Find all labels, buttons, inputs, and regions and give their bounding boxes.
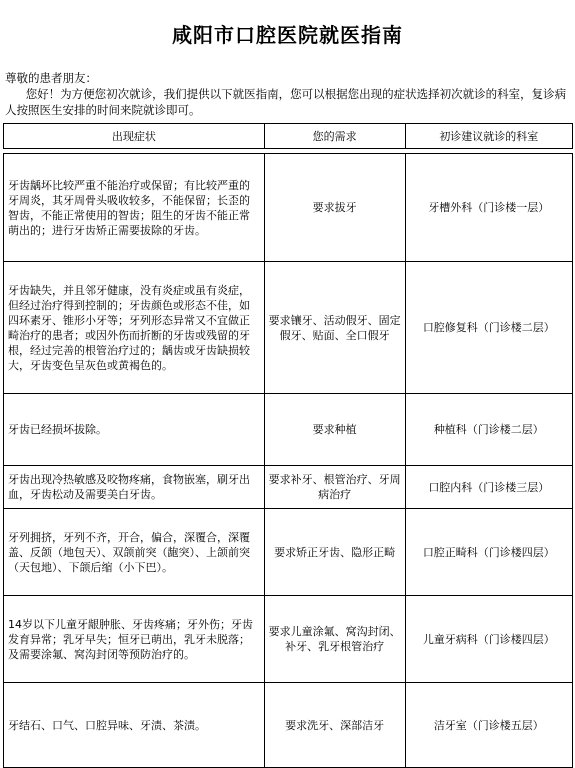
need-cell: 要求洗牙、深部洁牙 [264, 683, 405, 768]
department-cell: 种植科（门诊楼二层） [405, 394, 572, 466]
symptom-cell: 牙列拥挤，牙列不齐，开合，偏合，深覆合，深覆盖、反颌（地包天）、双颌前突（龅突）、上颌前突（天包地）、下颌后缩（小下巴）。 [4, 509, 265, 596]
department-cell: 口腔修复科（门诊楼二层） [405, 262, 572, 394]
need-cell: 要求补牙、根管治疗、牙周病治疗 [264, 466, 405, 509]
page-title: 咸阳市口腔医院就医指南 [172, 22, 403, 47]
department-cell: 儿童牙病科（门诊楼四层） [405, 596, 572, 683]
need-cell: 要求矫正牙齿、隐形正畸 [264, 509, 405, 596]
department-cell: 牙槽外科（门诊楼一层） [405, 154, 572, 262]
table-header-row [4, 124, 573, 149]
header-symptom: 出现症状 [4, 124, 265, 149]
table-row [4, 394, 573, 466]
need-cell: 要求拔牙 [264, 154, 405, 262]
header-need: 您的需求 [264, 124, 405, 149]
symptom-cell: 14岁以下儿童牙龈肿胀、牙齿疼痛；牙外伤；牙齿发育异常；乳牙早失；恒牙已萌出，乳牙未脱落；及需要涂氟、窝沟封闭等预防治疗的。 [4, 596, 265, 683]
table-row [4, 154, 573, 262]
symptom-cell: 牙齿已经损坏拔除。 [4, 394, 265, 466]
department-cell: 洁牙室（门诊楼五层） [405, 683, 572, 768]
table-row [4, 466, 573, 509]
table-row [4, 262, 573, 394]
table-row [4, 596, 573, 683]
symptom-cell: 牙齿龋坏比较严重不能治疗或保留；有比较严重的牙周炎，其牙周骨头吸收较多，不能保留；长歪的智齿，不能正常使用的智齿；阻生的牙齿不能正常萌出的；进行牙齿矫正需要拔除的牙齿。 [4, 154, 265, 262]
intro-paragraph: 您好！为方便您初次就诊，我们提供以下就医指南，您可以根据您出现的症状选择初次就诊的科室，复诊病人按照医生安排的时间来院就诊即可。 [5, 87, 567, 117]
need-cell: 要求镶牙、活动假牙、固定假牙、贴面、全口假牙 [264, 262, 405, 394]
need-cell: 要求儿童涂氟、窝沟封闭、补牙、乳牙根管治疗 [264, 596, 405, 683]
header-department: 初诊建议就诊的科室 [405, 124, 572, 149]
symptom-cell: 牙齿出现冷热敏感及咬物疼痛，食物嵌塞，刷牙出血，牙齿松动及需要美白牙齿。 [4, 466, 265, 509]
symptom-cell: 牙齿缺失，并且邻牙健康，没有炎症或虽有炎症，但经过治疗得到控制的；牙齿颜色或形态不佳，如四环素牙、锥形小牙等；牙列形态异常又不宜做正畸治疗的患者；或因外伤而折断的牙齿或残留的牙根，经过完善的根管治疗过的；龋齿或牙齿缺损较大，牙齿变色呈灰色或黄褐色的。 [4, 262, 265, 394]
guide-table [3, 123, 573, 768]
need-cell: 要求种植 [264, 394, 405, 466]
table-row [4, 683, 573, 768]
department-cell: 口腔内科（门诊楼三层） [405, 466, 572, 509]
table-row [4, 509, 573, 596]
greeting-text: 尊敬的患者朋友： [5, 71, 97, 85]
department-cell: 口腔正畸科（门诊楼四层） [405, 509, 572, 596]
symptom-cell: 牙结石、口气、口腔异味、牙渍、茶渍。 [4, 683, 265, 768]
